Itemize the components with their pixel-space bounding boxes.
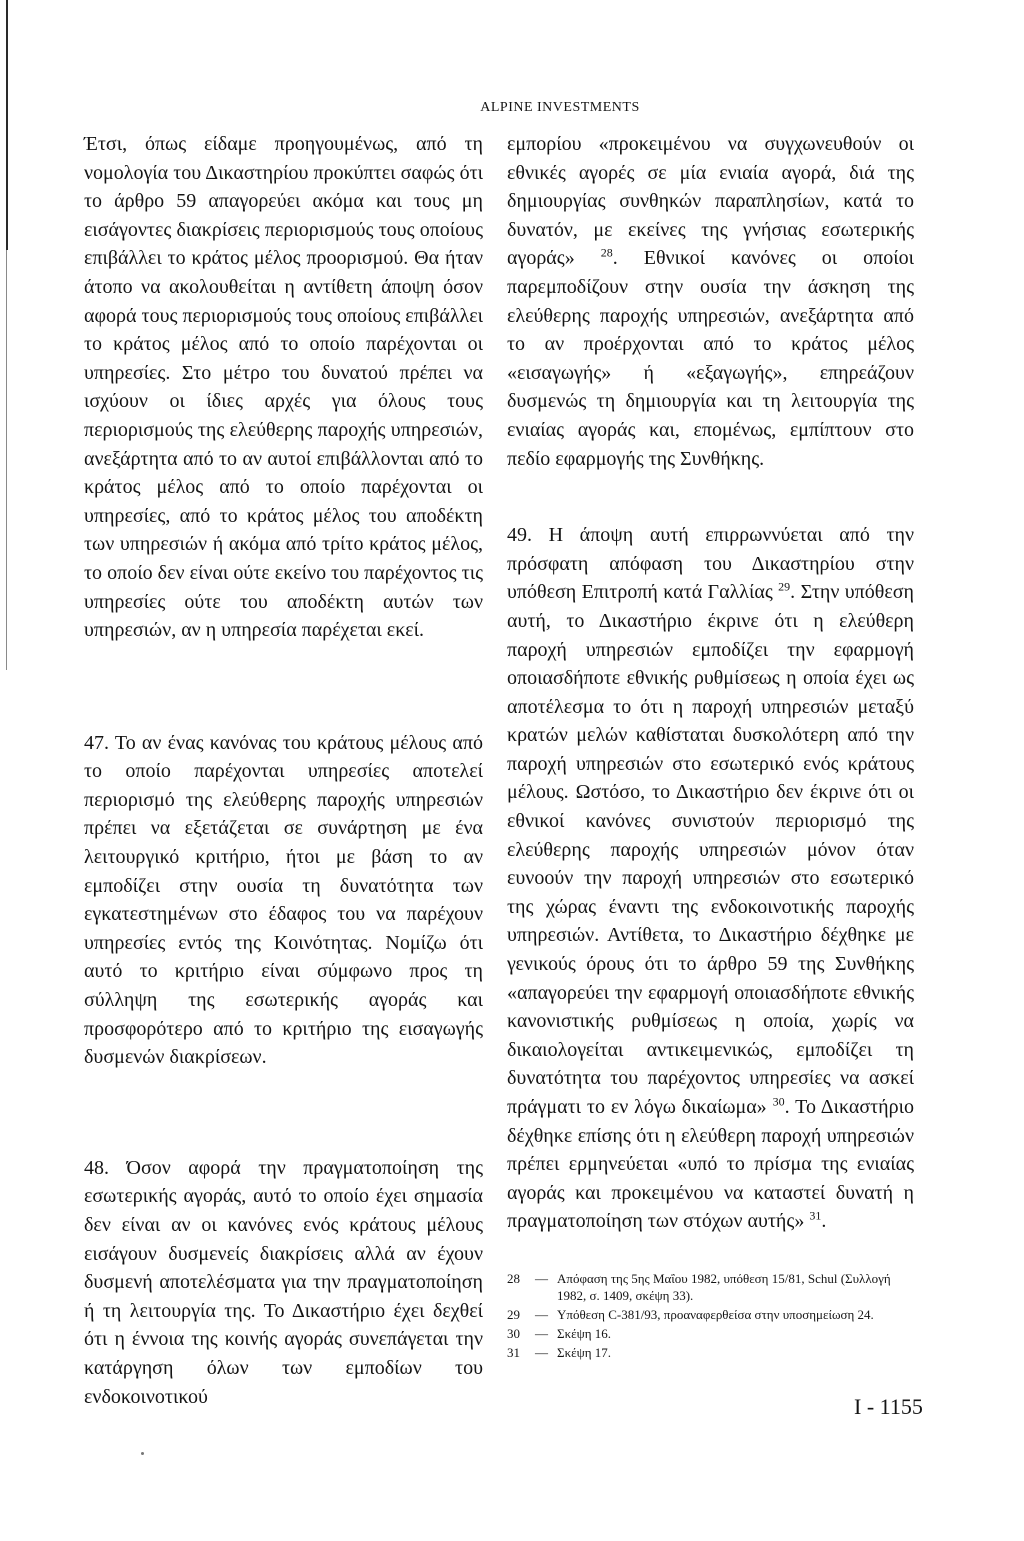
footnote-ref-28: 28: [600, 245, 613, 260]
paragraph-text: . Στην υπόθεση αυτή, το Δικαστήριο έκρινε ότι η ελεύθερη παροχή υπηρεσιών εμποδίζει την εφαρμογή οποιασδήποτε εθνικής ρυθμίσεως η οποία έχει ως αποτέλεσμα το ότι η παροχή υπηρεσιών μεταξύ κρατών μελών καθίσταται δυσκολότερη από την παροχή υπηρεσιών στο εσωτερικό ενός κράτους μέλους. Ωστόσο, το Δικαστήριο δεν έκρινε ότι οι εθνικοί κανόνες συνιστούν περιορισμό της ελεύθερης παροχής υπηρεσιών μόνον όταν ευνοούν την παροχή υπηρεσιών στο εσωτερικό της χώρας έναντι της ενδοκοινοτικής παροχής υπηρεσιών. Αντίθετα, το Δικαστήριο δέχθηκε με γενικούς όρους ότι το άρθρο 59 της Συνθήκης «απαγορεύει την εφαρμογή οποιασδήποτε εθνικής κανονιστικής ρυθμίσεως η οποία, χωρίς να δικαιολογείται αντικειμενικώς, εμποδίζει τη δυνατότητα του παρέχοντος υπηρεσίες να ασκεί πράγματι το εν λόγω δικαίωμα»: [507, 581, 914, 1118]
footnotes: [507, 1270, 914, 1361]
paragraph-text: . Το Δικαστήριο δέχθηκε επίσης ότι η ελεύθερη παροχή υπηρεσιών πρέπει ερμηνεύεται «υπό το πρίσμα της ενιαίας αγοράς και προκειμένου να καταστεί δυνατή η πραγματοποίηση των στόχων αυτής»: [507, 1096, 914, 1233]
footnote-number: 29: [507, 1306, 520, 1322]
footnote-dash: —: [535, 1270, 548, 1286]
footnote-text: Απόφαση της 5ης Μαΐου 1982, υπόθεση 15/81, Schul (Συλλογή 1982, σ. 1409, σκέψη 33).: [557, 1270, 891, 1303]
paragraph-text: .: [821, 1210, 827, 1233]
footnote-dash: —: [535, 1306, 548, 1322]
footnote-number: 28: [507, 1270, 520, 1286]
paragraph-intro: Έτσι, όπως είδαμε προηγουμένως, από τη νομολογία του Δικαστηρίου προκύπτει σαφώς ότι το άρθρο 59 απαγορεύει ακόμα και τους μη εισάγοντες διακρίσεις περιορισμούς τους οποίους επιβάλλει το κράτος μέλος προορισμού. Θα ήταν άτοπο να ακολουθείται η αντίθετη άποψη όσον αφορά τους περιορισμούς τους οποίους επιβάλλει το κράτος μέλος από το οποίο παρέχονται οι υπηρεσίες. Στο μέτρο του δυνατού πρέπει να ισχύουν οι ίδιες αρχές για όλους τους περιορισμούς της ελεύθερης παροχής υπηρεσιών, ανεξάρτητα από το αν αυτοί επιβάλλονται από το κράτος μέλος από το οποίο παρέχονται οι υπηρεσίες, από το κράτος μέλος του αποδέκτη των υπηρεσιών ή ακόμα από τρίτο κράτος μέλος, το οποίο δεν είναι ούτε εκείνο του παρέχοντος τις υπηρεσίες ούτε του αποδέκτη αυτών των υπηρεσιών, αν η υπηρεσία παρέχεται εκεί.: [84, 133, 483, 642]
footnote-number: 31: [507, 1344, 520, 1360]
footnote-number: 30: [507, 1325, 520, 1341]
paragraph-48-continued: [507, 130, 914, 473]
scan-speck: [141, 1452, 144, 1455]
paragraph-49: [507, 521, 914, 1236]
paragraph-text: . Εθνικοί κανόνες οι οποίοι παρεμποδίζουν στην ουσία την άσκηση της ελεύθερης παροχής υπηρεσιών, ανεξάρτητα από το αν προέρχονται από το κράτος μέλος «εισαγωγής» ή «εξαγωγής», επηρεάζουν δυσμενώς τη δημιουργία και τη λειτουργία της ενιαίας αγοράς και, επομένως, εμπίπτουν στο πεδίο εφαρμογής της Συνθήκης.: [507, 247, 915, 470]
footnote-dash: —: [535, 1344, 548, 1360]
footnote-dash: —: [535, 1325, 548, 1341]
running-head: ALPINE INVESTMENTS: [480, 100, 640, 115]
paragraph-48: 48. Όσον αφορά την πραγματοποίηση της εσωτερικής αγοράς, αυτό το οποίο έχει σημασία δεν είναι αν οι κανόνες ενός κράτους μέλους εισάγουν δυσμενείς διακρίσεις αλλά αν έχουν δυσμενή αποτελέσματα για την πραγματοποίηση ή τη λειτουργία της. Το Δικαστήριο έχει δεχθεί ότι η έννοια της κοινής αγοράς συνεπάγεται την κατάργηση όλων των εμποδίων του ενδοκοινοτικού: [84, 1156, 483, 1408]
footnote-31: [507, 1344, 914, 1361]
right-column: [507, 130, 914, 1363]
paragraph-47: 47. Το αν ένας κανόνας του κράτους μέλους από το οποίο παρέχονται υπηρεσίες αποτελεί περιορισμό της ελεύθερης παροχής υπηρεσιών πρέπει να εξετάζεται σε συνάρτηση με ένα λειτουργικό κριτήριο, ήτοι με βάση το αν εμποδίζει στην ουσία τη δυνατότητα των εγκατεστημένων στο έδαφος του να παρέχουν υπηρεσίες εντός της Κοινότητας. Νομίζω ότι αυτό το κριτήριο είναι σύμφωνο προς τη σύλληψη της εσωτερικής αγοράς και προσφορότερο από το κριτήριο της εισαγωγής δυσμενών διακρίσεων.: [84, 731, 483, 1069]
paragraph-text: εμπορίου «προκειμένου να συγχωνευθούν οι εθνικές αγορές σε μία ενιαία αγορά, διά της δημιουργίας συνθηκών παραπλησίων, κατά το δυνατόν, με εκείνες της γνήσιας εσωτερικής αγοράς»: [507, 133, 914, 270]
footnote-ref-30: 30: [772, 1094, 785, 1109]
footnote-28: [507, 1270, 914, 1304]
footnote-29: [507, 1306, 914, 1323]
page-number: I - 1155: [854, 1394, 923, 1419]
footnote-text: Σκέψη 17.: [557, 1344, 612, 1360]
footnote-text: Υπόθεση C-381/93, προαναφερθείσα στην υποσημείωση 24.: [557, 1306, 874, 1322]
footnote-ref-29: 29: [778, 579, 791, 594]
left-column: [84, 130, 483, 1411]
paragraph-text: 49. Η άποψη αυτή επιρρωννύεται από την πρόσφατη απόφαση του Δικαστηρίου στην υπόθεση Επιτροπή κατά Γαλλίας: [507, 524, 914, 604]
footnote-30: [507, 1325, 914, 1342]
scan-edge-mark: [0, 250, 7, 670]
footnote-ref-31: 31: [809, 1208, 822, 1223]
footnote-text: Σκέψη 16.: [557, 1325, 612, 1341]
scan-edge-mark: [0, 0, 8, 250]
